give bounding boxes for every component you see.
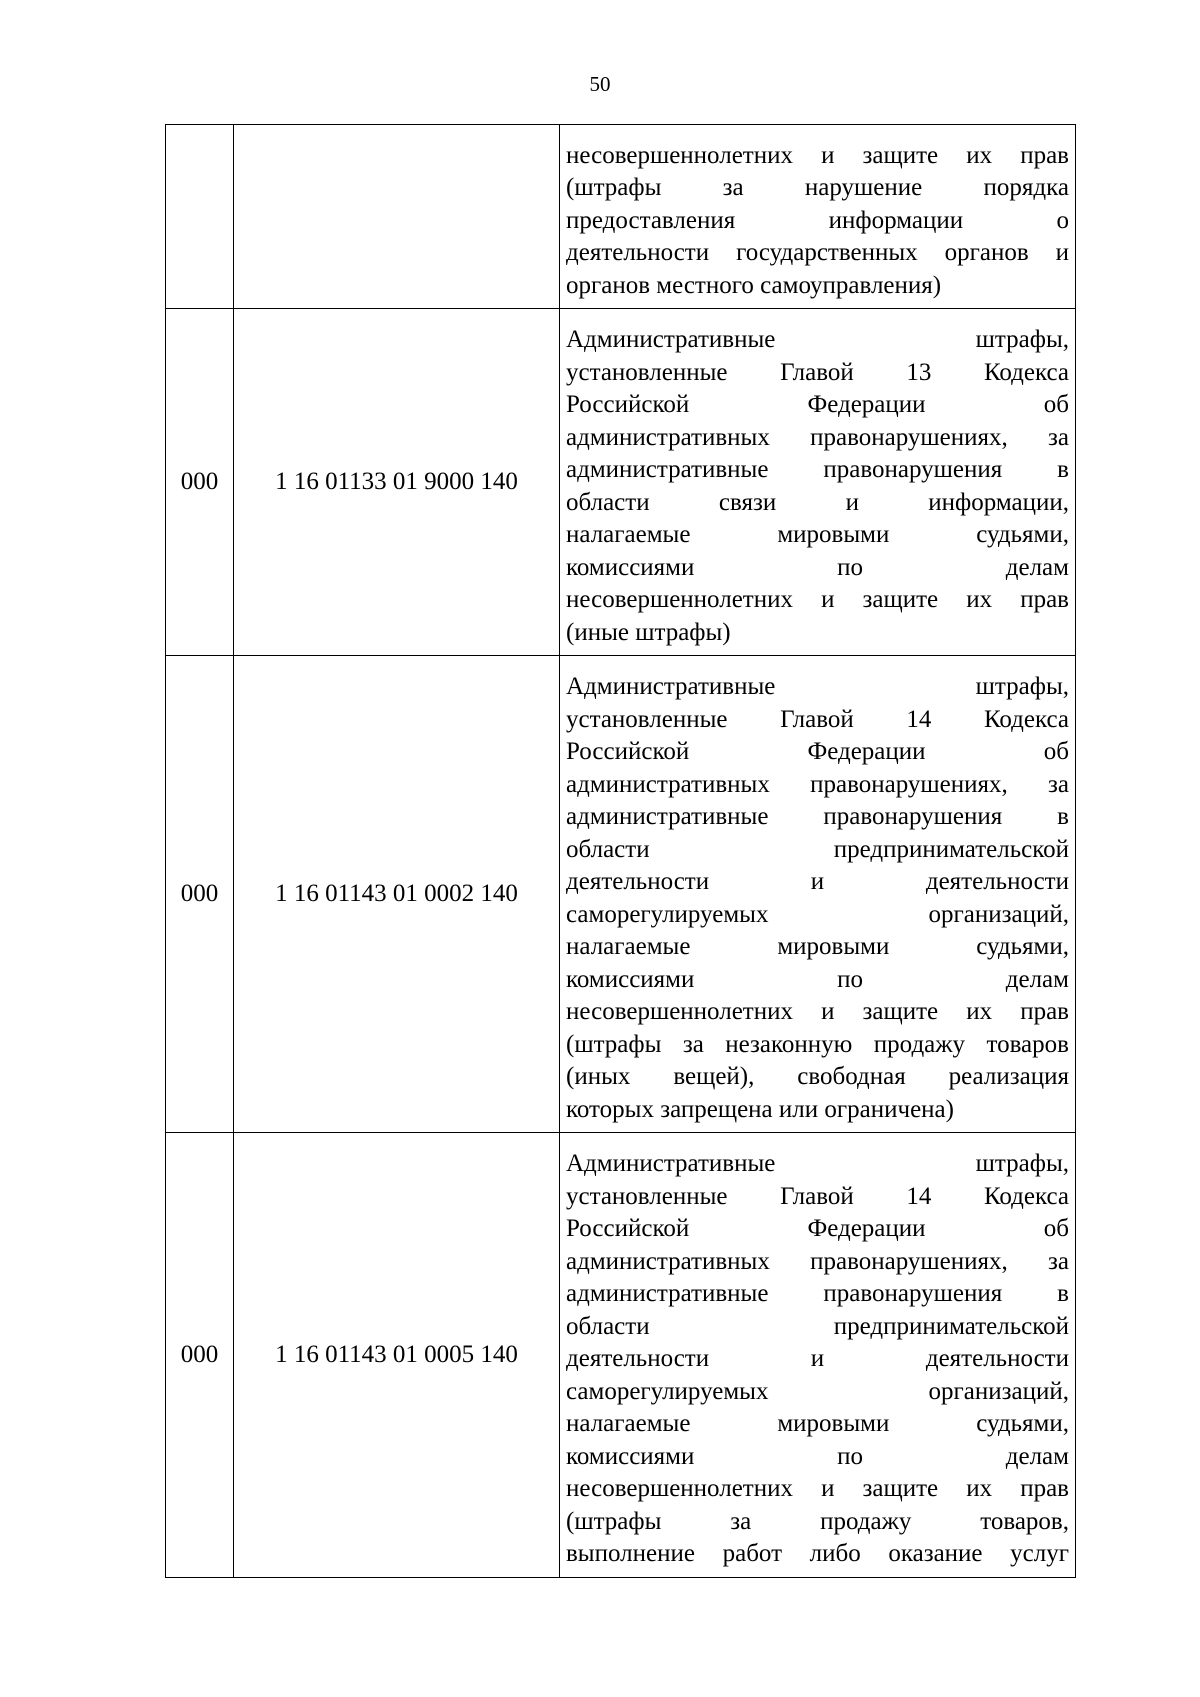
word: делам xyxy=(1005,965,1069,993)
word: комиссиями xyxy=(566,553,695,581)
word: самоуправления) xyxy=(760,271,942,299)
page-number: 50 xyxy=(589,72,611,96)
word: Федерации xyxy=(807,738,926,765)
word: Кодекса xyxy=(983,358,1069,386)
admin-code-cell: 000 xyxy=(166,656,234,1133)
word: мировыми xyxy=(777,1410,890,1438)
word: Российской xyxy=(566,738,690,765)
word: по xyxy=(837,965,864,993)
word: защите xyxy=(862,1475,939,1503)
word: за xyxy=(722,174,744,202)
word: связи xyxy=(718,488,777,516)
word: в xyxy=(1057,456,1069,483)
word: мировыми xyxy=(777,933,890,960)
budget-code-cell: 1 16 01143 01 0005 140 xyxy=(234,1133,560,1578)
word: штрафы, xyxy=(975,673,1069,700)
word: налагаемые xyxy=(566,521,691,548)
table-row xyxy=(166,656,1076,1133)
word: административные xyxy=(566,803,769,830)
word: правонарушениях, xyxy=(810,1247,1008,1275)
admin-code-cell: 000 xyxy=(166,309,234,656)
word: и xyxy=(821,1475,835,1503)
word: за xyxy=(1048,1247,1069,1275)
word: штрафы) xyxy=(635,618,731,646)
word: прав xyxy=(1020,1475,1069,1503)
description-line xyxy=(566,389,1069,422)
description-line xyxy=(566,1029,1069,1062)
word: организаций, xyxy=(928,1377,1069,1405)
word: об xyxy=(1043,738,1069,765)
admin-code-cell xyxy=(166,125,234,309)
word: продажу xyxy=(820,1507,912,1535)
budget-code-cell: 1 16 01133 01 9000 140 xyxy=(234,309,560,656)
word: в xyxy=(1057,803,1069,830)
word: предоставления xyxy=(566,206,736,234)
word: или xyxy=(778,1095,825,1123)
description-line xyxy=(566,1181,1069,1214)
word: информации xyxy=(828,206,964,234)
budget-code-cell xyxy=(234,125,560,309)
word: правонарушения xyxy=(823,1280,1003,1308)
description-line xyxy=(566,584,1069,617)
word: органов xyxy=(566,271,657,299)
word: реализация xyxy=(948,1063,1069,1090)
word: несовершеннолетних xyxy=(566,1475,793,1503)
description-line xyxy=(566,1213,1069,1246)
word: за xyxy=(730,1507,752,1535)
description-line xyxy=(566,487,1069,520)
word: которых xyxy=(566,1095,661,1123)
description-line xyxy=(566,671,1069,704)
word: Российской xyxy=(566,1215,690,1243)
budget-code-cell: 1 16 01143 01 0002 140 xyxy=(234,656,560,1133)
word: Административные xyxy=(566,326,776,353)
description-line xyxy=(566,1061,1069,1094)
word: их xyxy=(966,1475,993,1503)
word: Главой xyxy=(780,358,854,386)
word: деятельности xyxy=(566,239,710,267)
word: несовершеннолетних xyxy=(566,586,793,613)
word: штрафы, xyxy=(975,326,1069,353)
word: налагаемые xyxy=(566,1410,691,1438)
description-line xyxy=(566,357,1069,390)
word: по xyxy=(837,1442,864,1470)
word: их xyxy=(966,141,993,169)
word: несовершеннолетних xyxy=(566,141,793,169)
word: административных xyxy=(566,770,770,798)
word: правонарушения xyxy=(823,803,1003,830)
word: их xyxy=(966,998,993,1025)
word: государственных xyxy=(736,239,918,267)
word: Административные xyxy=(566,1150,776,1178)
word: 13 xyxy=(906,358,932,386)
description-line xyxy=(566,205,1069,238)
word: Федерации xyxy=(807,1215,926,1243)
word: за xyxy=(1048,423,1069,451)
word: установленные xyxy=(566,705,728,733)
word: административных xyxy=(566,1247,770,1275)
word: и xyxy=(1055,239,1069,267)
word: правонарушения xyxy=(823,456,1003,483)
word: налагаемые xyxy=(566,933,691,960)
word: установленные xyxy=(566,1182,728,1210)
description-cell xyxy=(560,656,1076,1133)
description-line xyxy=(566,1441,1069,1474)
word: о xyxy=(1056,206,1069,234)
word: и xyxy=(821,998,835,1025)
word: саморегулируемых xyxy=(566,900,769,928)
word: и xyxy=(821,141,835,169)
budget-classification-table xyxy=(165,124,1076,1578)
word: деятельности xyxy=(925,1345,1069,1373)
description-cell xyxy=(560,1133,1076,1578)
word: судьями, xyxy=(976,521,1069,548)
word: административные xyxy=(566,1280,769,1308)
table-row xyxy=(166,125,1076,309)
word: органов xyxy=(944,239,1029,267)
description-line xyxy=(566,996,1069,1029)
word: административных xyxy=(566,423,770,451)
word: 14 xyxy=(906,1182,932,1210)
word: Федерации xyxy=(807,391,926,418)
word: деятельности xyxy=(566,1345,710,1373)
description-line xyxy=(566,931,1069,964)
description-line xyxy=(566,769,1069,802)
description-line xyxy=(566,1343,1069,1376)
table-row xyxy=(166,309,1076,656)
description-cell xyxy=(560,309,1076,656)
word: вещей), xyxy=(673,1063,755,1090)
word: по xyxy=(837,553,864,581)
word: установленные xyxy=(566,358,728,386)
description-line xyxy=(566,140,1069,173)
word: об xyxy=(1043,1215,1069,1243)
word: оказание xyxy=(888,1540,983,1568)
word: комиссиями xyxy=(566,1442,695,1470)
word: 14 xyxy=(906,705,932,733)
description-line xyxy=(566,1408,1069,1441)
description-line xyxy=(566,1376,1069,1409)
word: местного xyxy=(656,271,761,299)
word: прав xyxy=(1020,141,1069,169)
word: услуг xyxy=(1010,1540,1069,1568)
word: порядка xyxy=(983,174,1069,202)
word: товаров, xyxy=(980,1507,1069,1535)
word: мировыми xyxy=(777,521,890,548)
word: деятельности xyxy=(925,868,1069,895)
word: (штрафы xyxy=(566,174,662,202)
word: судьями, xyxy=(976,933,1069,960)
word: выполнение xyxy=(566,1540,695,1568)
word: свободная xyxy=(797,1063,906,1090)
word: штрафы, xyxy=(975,1150,1069,1178)
description-line xyxy=(566,324,1069,357)
word: комиссиями xyxy=(566,965,695,993)
description-line xyxy=(566,519,1069,552)
admin-code-cell: 000 xyxy=(166,1133,234,1578)
word: (штрафы xyxy=(566,1507,662,1535)
word: и xyxy=(821,586,835,613)
word: предпринимательской xyxy=(833,1312,1069,1340)
description-line xyxy=(566,172,1069,205)
word: и xyxy=(845,488,859,516)
word: делам xyxy=(1005,1442,1069,1470)
word: Главой xyxy=(780,705,854,733)
description-line xyxy=(566,1311,1069,1344)
description-line xyxy=(566,1278,1069,1311)
description-cell xyxy=(560,125,1076,309)
word: деятельности xyxy=(566,868,710,895)
description-line xyxy=(566,454,1069,487)
description-line xyxy=(566,866,1069,899)
description-line xyxy=(566,1094,1069,1127)
description-line xyxy=(566,1506,1069,1539)
description-line xyxy=(566,237,1069,270)
word: об xyxy=(1043,391,1069,418)
word: запрещена xyxy=(660,1095,779,1123)
word: за xyxy=(682,1030,704,1058)
table-row xyxy=(166,1133,1076,1578)
word: и xyxy=(810,1345,825,1373)
word: правонарушениях, xyxy=(810,423,1008,451)
word: товаров xyxy=(986,1030,1069,1058)
word: (иных xyxy=(566,1063,631,1090)
word: информации, xyxy=(928,488,1069,516)
description-line xyxy=(566,834,1069,867)
description-line xyxy=(566,617,1069,650)
word: за xyxy=(1048,770,1069,798)
description-line xyxy=(566,1473,1069,1506)
word: Российской xyxy=(566,391,690,418)
word: делам xyxy=(1005,553,1069,581)
word: области xyxy=(566,835,650,863)
word: правонарушениях, xyxy=(810,770,1008,798)
word: Главой xyxy=(780,1182,854,1210)
word: Кодекса xyxy=(983,1182,1069,1210)
word: области xyxy=(566,1312,650,1340)
word: защите xyxy=(862,586,939,613)
description-line xyxy=(566,1148,1069,1181)
word: (иные xyxy=(566,618,636,646)
word: прав xyxy=(1020,586,1069,613)
description-line xyxy=(566,801,1069,834)
word: прав xyxy=(1020,998,1069,1025)
description-line xyxy=(566,899,1069,932)
word: ограничена) xyxy=(824,1095,954,1123)
word: (штрафы xyxy=(566,1030,662,1058)
word: области xyxy=(566,488,650,516)
word: их xyxy=(966,586,993,613)
word: несовершеннолетних xyxy=(566,998,793,1025)
description-line xyxy=(566,964,1069,997)
word: и xyxy=(810,868,825,895)
word: работ xyxy=(722,1540,783,1568)
description-line xyxy=(566,422,1069,455)
word: защите xyxy=(862,998,939,1025)
word: незаконную xyxy=(725,1030,853,1058)
word: Кодекса xyxy=(983,705,1069,733)
word: в xyxy=(1057,1280,1069,1308)
word: продажу xyxy=(873,1030,966,1058)
word: саморегулируемых xyxy=(566,1377,769,1405)
description-line xyxy=(566,270,1069,303)
word: либо xyxy=(809,1540,861,1568)
word: нарушение xyxy=(804,174,923,202)
word: административные xyxy=(566,456,769,483)
description-line xyxy=(566,1246,1069,1279)
word: организаций, xyxy=(928,900,1069,928)
description-line xyxy=(566,736,1069,769)
word: судьями, xyxy=(976,1410,1069,1438)
description-line xyxy=(566,552,1069,585)
word: Административные xyxy=(566,673,776,700)
word: защите xyxy=(862,141,939,169)
description-line xyxy=(566,1538,1069,1571)
word: предпринимательской xyxy=(833,835,1069,863)
description-line xyxy=(566,704,1069,737)
